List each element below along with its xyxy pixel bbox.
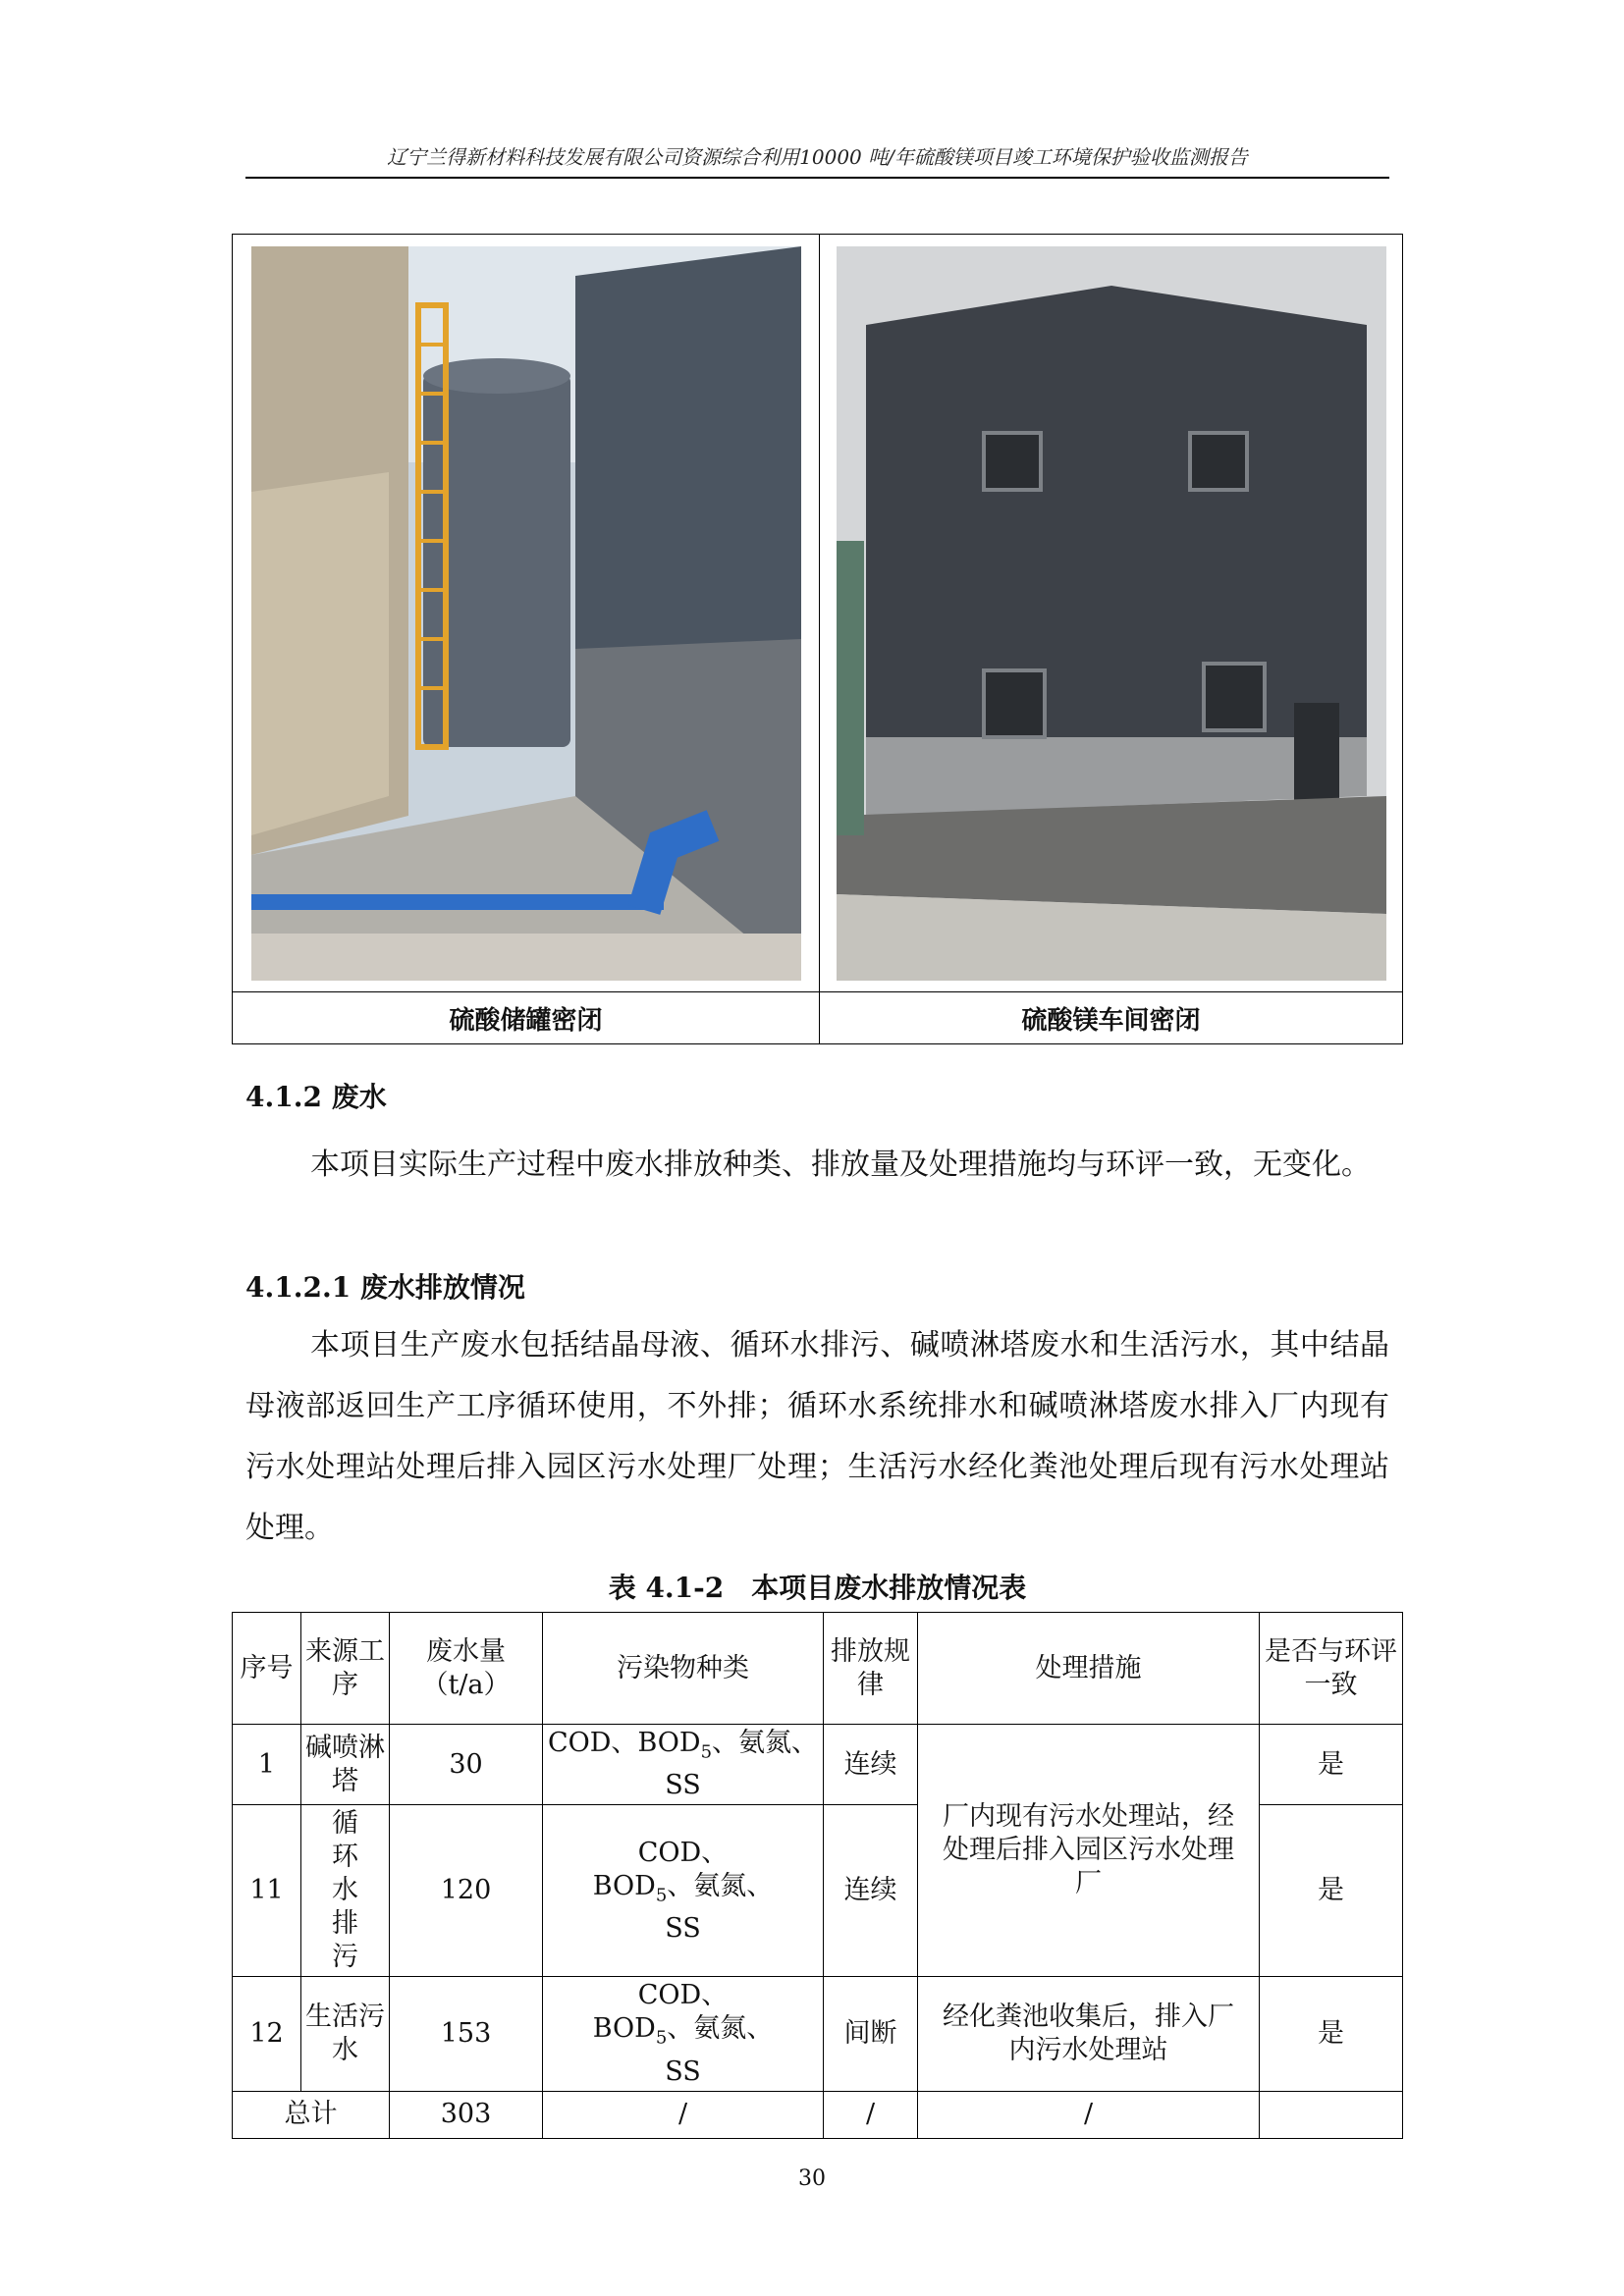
photo-cell-left bbox=[233, 235, 820, 992]
cell-pattern: 间断 bbox=[824, 1977, 918, 2091]
magnesium-sulfate-workshop-photo bbox=[837, 246, 1386, 981]
photo-cell-right bbox=[820, 235, 1403, 992]
cell-source: 生活污水 bbox=[301, 1977, 390, 2091]
sulfuric-acid-tank-photo bbox=[251, 246, 801, 981]
cell-total-amount: 303 bbox=[390, 2091, 543, 2138]
table-row bbox=[233, 1977, 1403, 2091]
cell-pattern: 连续 bbox=[824, 1725, 918, 1805]
cell-total-measures: / bbox=[918, 2091, 1260, 2138]
header-amount bbox=[390, 1613, 543, 1725]
header-measures: 处理措施 bbox=[918, 1613, 1260, 1725]
cell-seq: 1 bbox=[233, 1725, 301, 1805]
section-paragraph-4-1-2: 本项目实际生产过程中废水排放种类、排放量及处理措施均与环评一致，无变化。 bbox=[310, 1148, 1371, 1182]
cell-source: 碱喷淋塔 bbox=[301, 1725, 390, 1805]
header-consistent: 是否与环评一致 bbox=[1260, 1613, 1403, 1725]
cell-consistent: 是 bbox=[1260, 1805, 1403, 1977]
cell-consistent: 是 bbox=[1260, 1977, 1403, 2091]
cell-pollutants: COD、$BOD_5$、氨氮、SS bbox=[543, 1977, 824, 2091]
cell-measures-merged: 厂内现有污水处理站，经处理后排入园区污水处理厂 bbox=[918, 1725, 1260, 1977]
caption-right: 硫酸镁车间密闭 bbox=[820, 992, 1403, 1044]
header-amount-main: 废水量 bbox=[426, 1635, 506, 1667]
header-rule bbox=[245, 177, 1389, 179]
cell-amount: 30 bbox=[390, 1725, 543, 1805]
cell-pollutants: COD、$BOD_5$、氨氮、SS bbox=[543, 1805, 824, 1977]
table-header-row bbox=[233, 1613, 1403, 1725]
cell-total-consistent bbox=[1260, 2091, 1403, 2138]
cell-amount: 153 bbox=[390, 1977, 543, 2091]
header-seq: 序号 bbox=[233, 1613, 301, 1725]
wastewater-table bbox=[232, 1612, 1403, 2139]
cell-measures: 经化粪池收集后，排入厂内污水处理站 bbox=[918, 1977, 1260, 2091]
table-row bbox=[233, 1725, 1403, 1805]
photo-table bbox=[232, 234, 1403, 1044]
caption-left: 硫酸储罐密闭 bbox=[233, 992, 820, 1044]
cell-total-label: 总计 bbox=[233, 2091, 390, 2138]
section-heading-4-1-2: 4.1.2 废水 bbox=[245, 1081, 387, 1113]
header-pattern: 排放规律 bbox=[824, 1613, 918, 1725]
page-header: 辽宁兰得新材料科技发展有限公司资源综合利用10000 吨/年硫酸镁项目竣工环境保护验收监测报告 bbox=[387, 145, 1248, 169]
header-amount-unit: （t/a） bbox=[421, 1669, 511, 1700]
cell-total-pollutants: / bbox=[543, 2091, 824, 2138]
page-number: 30 bbox=[798, 2166, 826, 2191]
cell-pollutants: COD、$BOD_5$、氨氮、SS bbox=[543, 1725, 824, 1805]
section-heading-4-1-2-1: 4.1.2.1 废水排放情况 bbox=[245, 1271, 525, 1304]
table-total-row bbox=[233, 2091, 1403, 2138]
cell-pattern: 连续 bbox=[824, 1805, 918, 1977]
cell-amount: 120 bbox=[390, 1805, 543, 1977]
cell-source: 循环水排污 bbox=[301, 1805, 390, 1977]
header-pollutants: 污染物种类 bbox=[543, 1613, 824, 1725]
table-title: 表 4.1-2 本项目废水排放情况表 bbox=[608, 1572, 1027, 1604]
section-paragraph-4-1-2-1: 本项目生产废水包括结晶母液、循环水排污、碱喷淋塔废水和生活污水，其中结晶母液部返回生产工序循环使用，不外排；循环水系统排水和碱喷淋塔废水排入厂内现有污水处理站处理后排入园区污水处理厂处理；生活污水经化粪池处理后现有污水处理站处理。 bbox=[245, 1328, 1389, 1545]
cell-seq: 12 bbox=[233, 1977, 301, 2091]
cell-total-pattern: / bbox=[824, 2091, 918, 2138]
cell-consistent: 是 bbox=[1260, 1725, 1403, 1805]
cell-seq: 11 bbox=[233, 1805, 301, 1977]
header-source: 来源工序 bbox=[301, 1613, 390, 1725]
